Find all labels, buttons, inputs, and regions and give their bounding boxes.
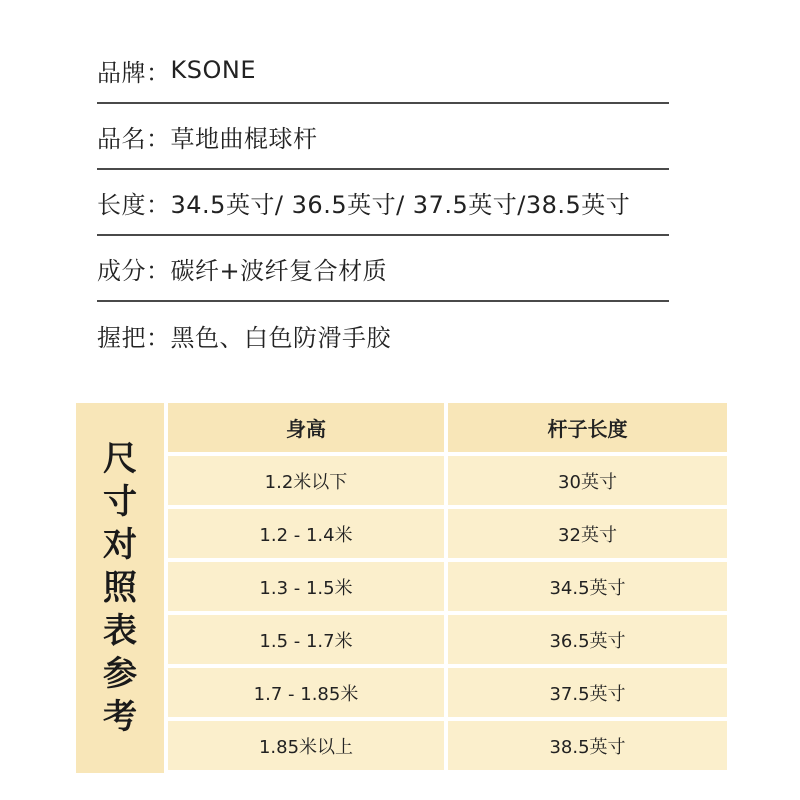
spec-label: 成分 (97, 256, 146, 285)
spec-row-material (97, 236, 669, 302)
height-cell: 1.85米以上 (168, 721, 444, 770)
spec-colon: ： (146, 323, 171, 352)
title-char: 表 (103, 610, 137, 651)
spec-label: 握把 (97, 323, 146, 352)
height-cell: 1.3 - 1.5米 (168, 562, 444, 611)
title-char: 寸 (103, 481, 137, 522)
table-row (168, 721, 727, 770)
table-row (168, 509, 727, 558)
spec-value: 碳纤+波纤复合材质 (170, 256, 388, 285)
product-spec-list (97, 38, 669, 368)
table-row (168, 456, 727, 505)
length-cell: 32英寸 (448, 509, 727, 558)
length-cell: 38.5英寸 (448, 721, 727, 770)
table-header-row (168, 403, 727, 452)
spec-value: 草地曲棍球杆 (170, 124, 318, 153)
spec-colon: ： (146, 58, 171, 87)
spec-row-grip (97, 302, 669, 368)
length-cell: 30英寸 (448, 456, 727, 505)
title-char: 参 (103, 653, 137, 694)
size-chart-title (76, 403, 164, 773)
title-char: 对 (103, 524, 137, 565)
spec-label: 长度 (97, 190, 146, 219)
size-chart (76, 403, 727, 773)
height-cell: 1.7 - 1.85米 (168, 668, 444, 717)
table-row (168, 615, 727, 664)
length-cell: 36.5英寸 (448, 615, 727, 664)
height-cell: 1.2 - 1.4米 (168, 509, 444, 558)
height-cell: 1.2米以下 (168, 456, 444, 505)
height-cell: 1.5 - 1.7米 (168, 615, 444, 664)
title-char: 考 (103, 696, 137, 737)
size-chart-grid (168, 403, 727, 770)
spec-label: 品牌 (97, 58, 146, 87)
spec-value: 34.5英寸/ 36.5英寸/ 37.5英寸/38.5英寸 (170, 190, 631, 219)
spec-row-brand (97, 38, 669, 104)
spec-label: 品名 (97, 124, 146, 153)
spec-value: 黑色、白色防滑手胶 (170, 323, 391, 352)
spec-row-product-name (97, 104, 669, 170)
title-char: 尺 (103, 438, 137, 479)
length-cell: 34.5英寸 (448, 562, 727, 611)
header-stick-length: 杆子长度 (448, 403, 727, 452)
title-char: 照 (103, 567, 137, 608)
spec-colon: ： (146, 190, 171, 219)
spec-colon: ： (146, 256, 171, 285)
length-cell: 37.5英寸 (448, 668, 727, 717)
spec-row-length (97, 170, 669, 236)
spec-value: KSONE (170, 56, 256, 84)
table-row (168, 668, 727, 717)
table-row (168, 562, 727, 611)
header-height: 身高 (168, 403, 444, 452)
spec-colon: ： (146, 124, 171, 153)
